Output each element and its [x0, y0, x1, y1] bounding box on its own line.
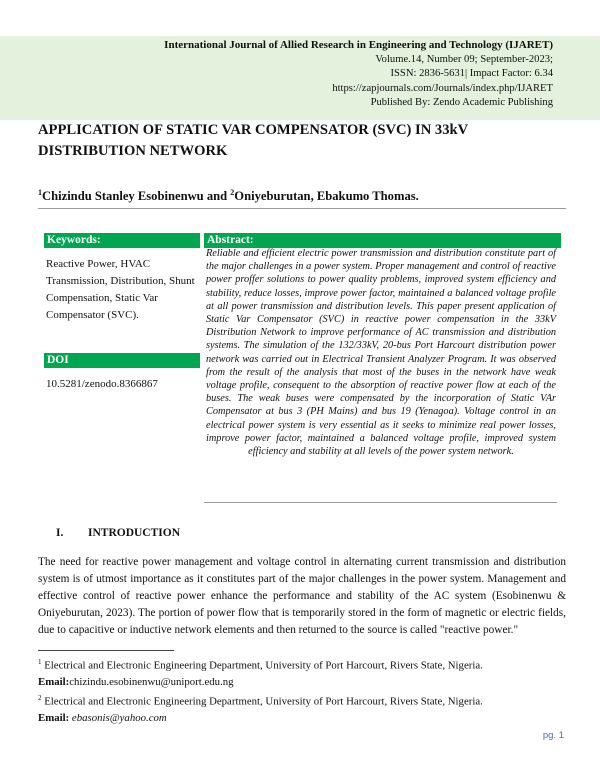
section-title: INTRODUCTION: [88, 527, 181, 539]
footnote-1-mark: 1: [38, 658, 42, 666]
footnote-1-email[interactable]: chizindu.esobinenwu@uniport.edu.ng: [69, 676, 234, 688]
keywords-heading: Keywords:: [44, 233, 200, 248]
article-title: APPLICATION OF STATIC VAR COMPENSATOR (SVC) IN 33kV DISTRIBUTION NETWORK: [38, 122, 468, 159]
footnote-2-email[interactable]: ebasonis@yahoo.com: [71, 712, 167, 725]
journal-name: International Journal of Allied Research in Engineering and Technology (IJARET): [164, 39, 553, 51]
journal-header: [164, 38, 553, 111]
section-number: I.: [56, 527, 64, 539]
footnote-2-email-line: [38, 710, 566, 726]
footnote-1: [38, 654, 566, 674]
footnote-divider: [38, 650, 174, 651]
footnote-1-email-line: [38, 674, 566, 690]
journal-issn: ISSN: 2836-5631| Impact Factor: 6.34: [390, 68, 553, 80]
footnote-2: [38, 690, 566, 710]
footnote-2-affiliation: Electrical and Electronic Engineering Department, University of Port Harcourt, Rivers State, Nigeria.: [41, 696, 483, 708]
abstract-text: Reliable and efficient electric power transmission and distribution constitute part of the major challenges in a power system. Proper management and control of reactive power proffer solutions to power quality problems, improved system efficiency and stability, reduce losses, improve power factor, maintained a balanced voltage profile at all power transmission and distribution levels. This paper present application of Static Var Compensator (SVC) in reactive power compensation in the 33kV Distribution Network to improve performance of AC transmission and distribution systems. The simulation of the 132/33kV, 20-bus Port Harcourt distribution power network was carried out in Electrical Transient Analyzer Program. It was observed from the result of the analysis that most of the buses in the network have weak voltage profile, consequent to the absorption of reactive power flow at each of the buses. The weak buses were compensated by the incorporation of Static VAr Compensator at bus 3 (PH Mains) and bus 19 (Yenagoa). Voltage control in an electrical power system is very essential as it seeks to minimize real power losses, improve power factor, maintained a balanced voltage profile, improved system efficiency and stability at all levels of the power system network.: [206, 248, 556, 458]
author2-name: Oniyeburutan, Ebakumo Thomas.: [234, 189, 419, 204]
introduction-paragraph: The need for reactive power management and voltage control in alternating current transmission and distribution system is of utmost importance as it constitutes part of the major challenges in the power system. Management and effective control of reactive power enhance the performance and stability of the AC system (Esobinenwu & Oniyeburutan, 2023). The portion of power flow that is temporarily stored in the form of magnetic or electric fields, due to capacitive or inductive network elements and then returned to the source is called "reactive power.": [38, 556, 566, 636]
footnote-1-email-label: Email:: [38, 676, 70, 688]
keywords-text: Reactive Power, HVAC Transmission, Distribution, Shunt Compensation, Static Var Compensator (SVC).: [46, 258, 195, 321]
abstract-divider: [204, 502, 557, 503]
abstract-heading: Abstract:: [204, 233, 561, 248]
author1-affiliation-mark: 1: [38, 188, 42, 197]
journal-url[interactable]: https://zapjournals.com/Journals/index.php/IJARET: [332, 82, 553, 94]
footnotes: [38, 654, 566, 727]
footnote-2-mark: 2: [38, 694, 42, 703]
author2-affiliation-mark: 2: [230, 188, 235, 197]
footnote-2-email-label: Email:: [38, 712, 70, 725]
journal-publisher: Published By: Zendo Academic Publishing: [370, 97, 553, 109]
section-heading-introduction: [56, 527, 180, 539]
author1-name: Chizindu Stanley Esobinenwu and: [42, 189, 231, 204]
journal-volume: Volume.14, Number 09; September-2023;: [375, 53, 553, 65]
doi-value[interactable]: 10.5281/zenodo.8366867: [46, 378, 158, 390]
page-number: pg. 1: [542, 730, 564, 741]
footnote-1-affiliation: Electrical and Electronic Engineering Department, University of Port Harcourt, Rivers State, Nigeria.: [41, 659, 483, 672]
authors: [38, 188, 419, 204]
doi-heading: DOI: [44, 353, 200, 368]
author-divider: [38, 208, 566, 209]
